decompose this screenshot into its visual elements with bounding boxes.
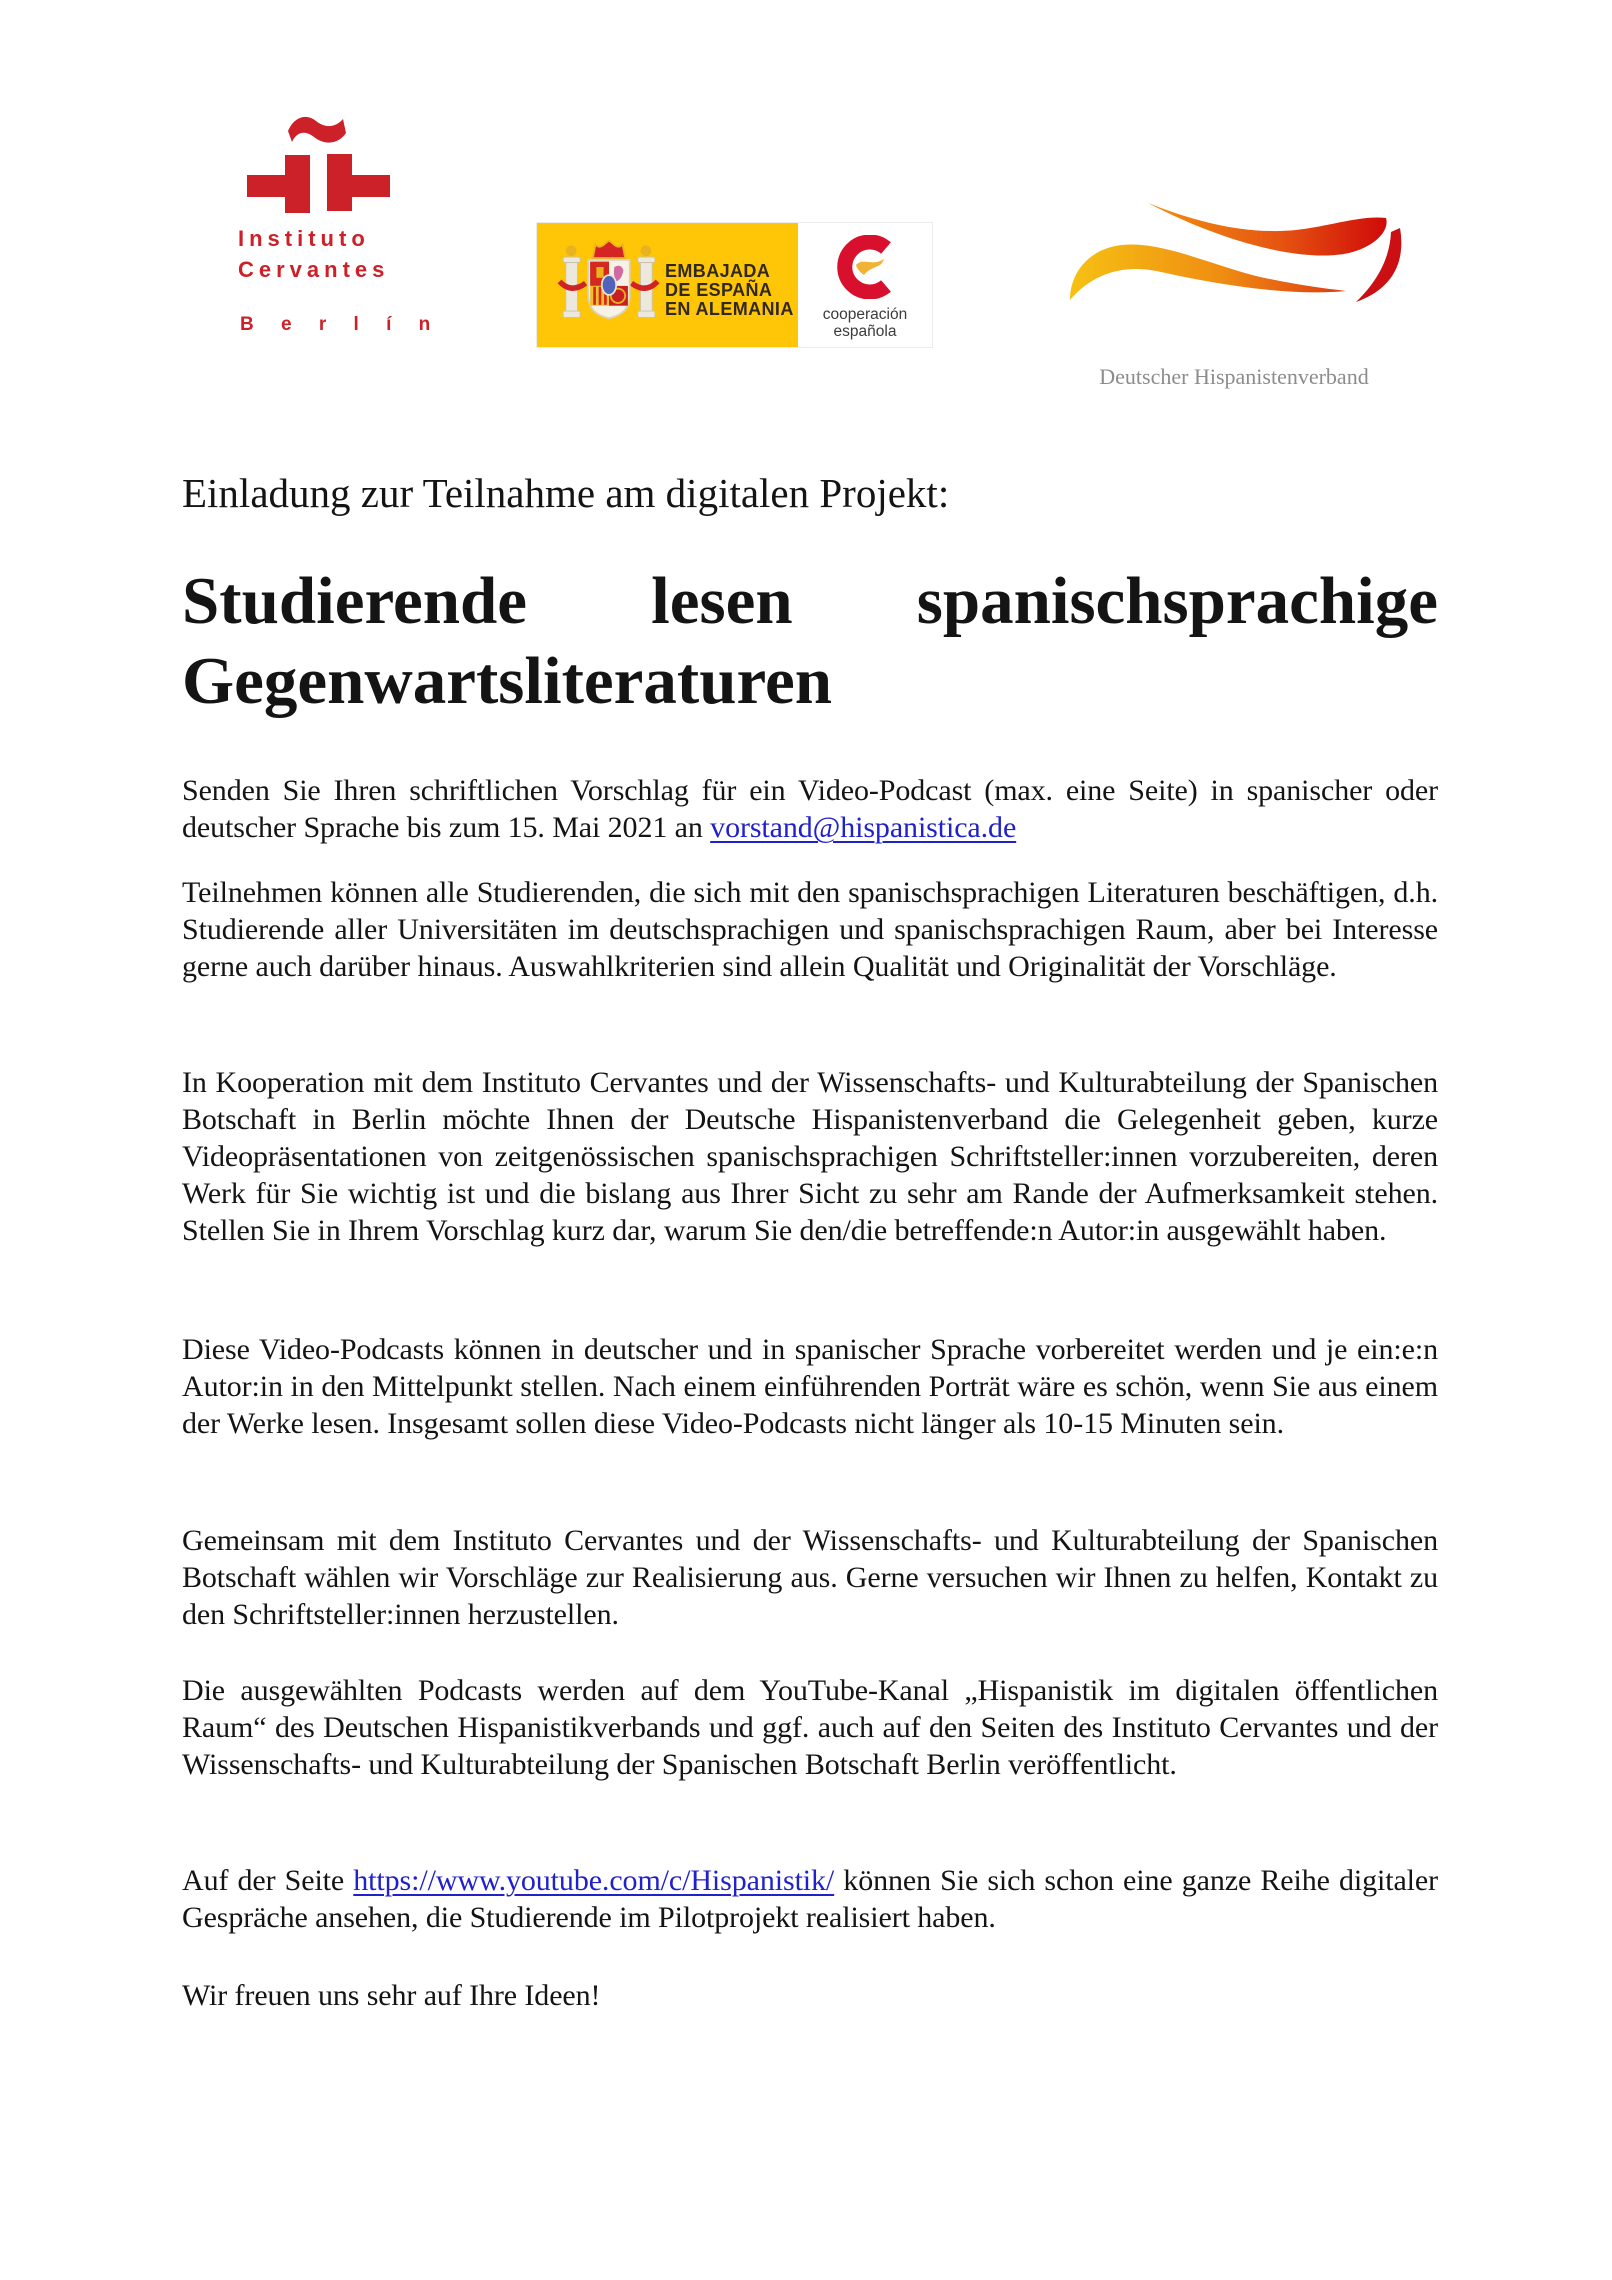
paragraph-selection: Gemeinsam mit dem Instituto Cervantes und der Wissenschafts- und Kulturabteilung der Spanischen Botschaft wählen wir Vorschläge zur Realisierung aus. Gerne versuchen wir Ihnen zu helfen, Kontakt zu den Schriftsteller:innen herzustellen. bbox=[182, 1524, 1438, 1631]
title-word-2: lesen bbox=[651, 564, 793, 638]
instituto-cervantes-logo bbox=[238, 95, 442, 345]
invitation-heading: Einladung zur Teilnahme am digitalen Projekt: bbox=[182, 470, 950, 516]
cooperacion-espanola-label bbox=[798, 306, 932, 340]
paragraph-youtube bbox=[182, 1862, 1438, 1936]
hispanistenverband-logo bbox=[1056, 178, 1412, 393]
paragraph-youtube-after: können Sie sich schon eine ganze Reihe digitaler Gespräche ansehen, die Studierende im Pilotprojekt realisiert haben. bbox=[182, 1864, 1439, 1934]
spanish-embassy-logo bbox=[537, 223, 932, 347]
embassy-wordmark-line3: EN ALEMANIA bbox=[665, 299, 794, 319]
instituto-cervantes-wordmark-line2: Cervantes bbox=[238, 257, 390, 282]
embassy-wordmark-line2: DE ESPAÑA bbox=[665, 280, 773, 300]
paragraph-closing: Wir freuen uns sehr auf Ihre Ideen! bbox=[182, 1979, 601, 2012]
title-word-3: spanischsprachige bbox=[916, 564, 1438, 638]
embassy-wordmark-line1: EMBAJADA bbox=[665, 261, 771, 281]
paragraph-podcast-format: Diese Video-Podcasts können in deutscher und in spanischer Sprache vorbereitet werden und je ein:e:n Autor:in in den Mittelpunkt stellen. Nach einem einführenden Porträt wäre es schön, wenn Sie aus einem der Werke lesen. Insgesamt sollen diese Video-Podcasts nicht länger als 10-15 Minuten sein. bbox=[182, 1333, 1438, 1440]
paragraph-eligibility: Teilnehmen können alle Studierenden, die sich mit den spanischsprachigen Literaturen beschäftigen, d.h. Studierende aller Universitäten im deutschsprachigen und spanischsprachigen Raum, aber bei Interesse gerne auch darüber hinaus. Auswahlkriterien sind allein Qualität und Originalität der Vorschläge. bbox=[182, 876, 1438, 983]
paragraph-publication: Die ausgewählten Podcasts werden auf dem YouTube-Kanal „Hispanistik im digitalen öffentlichen Raum“ des Deutschen Hispanistikverbands und ggf. auch auf den Seiten des Instituto Cervantes und der Wissenschafts- und Kulturabteilung der Spanischen Botschaft Berlin veröffentlicht. bbox=[182, 1674, 1438, 1781]
paragraph-submission bbox=[182, 772, 1438, 846]
paragraph-submission-text: Senden Sie Ihren schriftlichen Vorschlag für ein Video-Podcast (max. eine Seite) in spanischer oder deutscher Sprache bis zum 15. Mai 2021 an bbox=[182, 774, 1438, 844]
embassy-wordmark bbox=[665, 262, 794, 319]
cooperacion-espanola-panel bbox=[798, 223, 932, 347]
embassy-yellow-panel bbox=[537, 223, 798, 347]
project-title bbox=[182, 561, 1438, 721]
email-link[interactable]: vorstand@hispanistica.de bbox=[710, 811, 1017, 844]
project-title-line2: Gegenwartsliteraturen bbox=[182, 644, 832, 718]
title-word-1: Studierende bbox=[182, 564, 527, 638]
wave-logo-icon bbox=[1056, 178, 1412, 318]
project-title-line1 bbox=[182, 561, 1438, 641]
cooperacion-espanola-c-icon bbox=[834, 235, 896, 299]
instituto-cervantes-enye-icon bbox=[238, 109, 394, 221]
paragraph-cooperation: In Kooperation mit dem Instituto Cervantes und der Wissenschafts- und Kulturabteilung der Spanischen Botschaft in Berlin möchte Ihnen der Deutsche Hispanistenverband die Gelegenheit geben, kurze Videopräsentationen von zeitgenössischen spanischsprachigen Schriftsteller:innen vorzubereiten, deren Werk für Sie wichtig ist und die bislang aus Ihrer Sicht zu sehr am Rande der Aufmerksamkeit stehen. Stellen Sie in Ihrem Vorschlag kurz dar, warum Sie den/die betreffende:n Autor:in ausgewählt haben. bbox=[182, 1066, 1438, 1247]
paragraph-youtube-before: Auf der Seite bbox=[182, 1864, 354, 1897]
cooperacion-label-line2: española bbox=[833, 323, 897, 340]
hispanistenverband-caption: Deutscher Hispanistenverband bbox=[1099, 364, 1369, 389]
instituto-cervantes-city-label: B e r l í n bbox=[240, 314, 442, 335]
cooperacion-label-line1: cooperación bbox=[822, 306, 908, 323]
youtube-link[interactable]: https://www.youtube.com/c/Hispanistik/ bbox=[353, 1864, 835, 1897]
spain-coat-of-arms-icon bbox=[555, 234, 663, 336]
instituto-cervantes-wordmark-line1: Instituto bbox=[238, 226, 370, 251]
